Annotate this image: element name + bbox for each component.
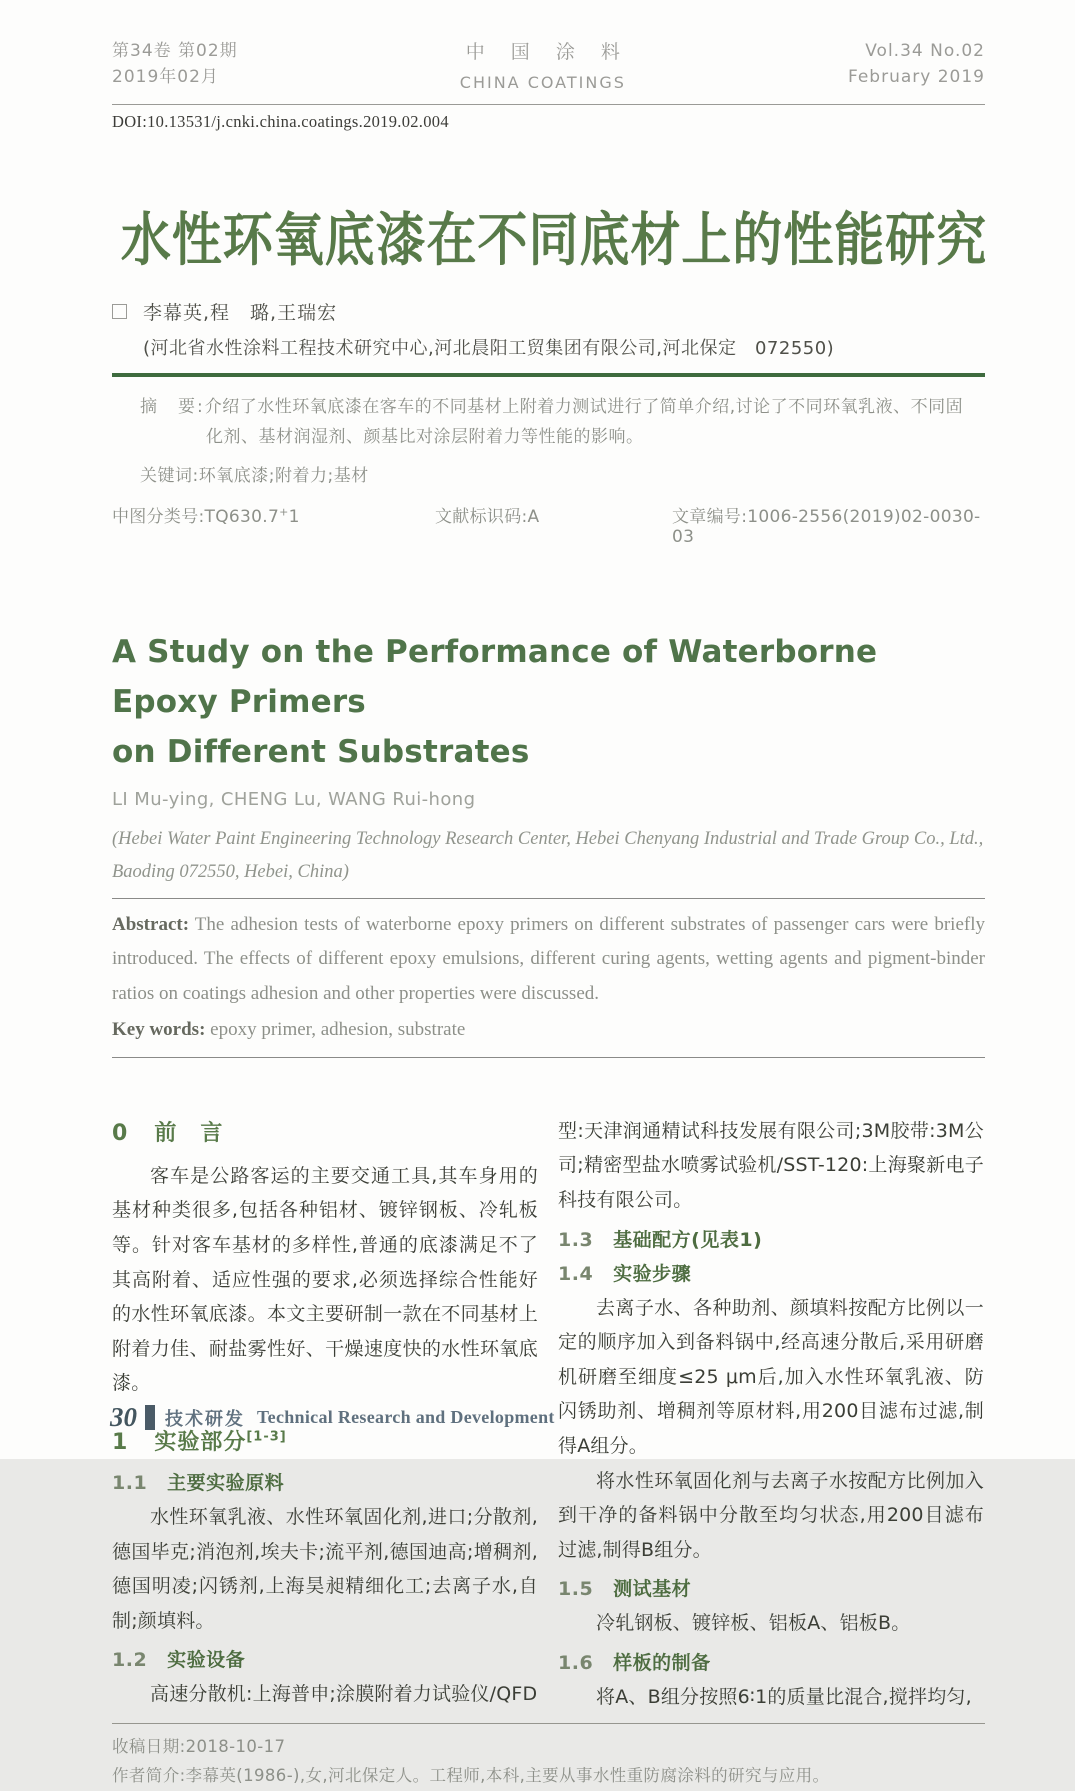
- doc-code-label: 文献标识码:: [435, 506, 528, 527]
- page-footer: [110, 1402, 555, 1433]
- abstract-bottom-divider: [112, 1057, 985, 1058]
- affiliation-en: (Hebei Water Paint Engineering Technology Research Center, Hebei Chenyang Industrial and Trade Group Co., Ltd., Baoding 072550, Hebei, China): [112, 829, 984, 882]
- title-divider: [112, 373, 985, 377]
- paragraph: 型:天津润通精试科技发展有限公司;3M胶带:3M公司;精密型盐水喷雾试验机/SST-120:上海聚新电子科技有限公司。: [558, 1119, 984, 1212]
- title-en-line1: A Study on the Performance of Waterborne Epoxy Primers: [112, 633, 878, 720]
- journal-header: [112, 38, 985, 96]
- clc-value: TQ630.7: [204, 506, 280, 527]
- article-title-en: [112, 627, 985, 778]
- abstract-label-en: Abstract:: [112, 914, 190, 936]
- abstract-top-divider: [112, 898, 985, 899]
- author-marker-icon: [112, 304, 127, 319]
- subsection-heading-1-2: [112, 1645, 538, 1672]
- keywords-text-en: epoxy primer, adhesion, substrate: [205, 1018, 466, 1040]
- received-date-value: 2018-10-17: [185, 1737, 286, 1757]
- keywords-en: [112, 1013, 985, 1047]
- subsection-heading-1-4: [558, 1259, 984, 1286]
- keywords-label-cn: 关键词:: [140, 465, 199, 486]
- received-date-label: 收稿日期:: [112, 1737, 186, 1757]
- subsection-heading-1-3: [558, 1225, 984, 1252]
- abstract-text-cn: 介绍了水性环氧底漆在客车的不同基材上附着力测试进行了简单介绍,讨论了不同环氧乳液、不同固化剂、基材润湿剂、颜基比对涂层附着力等性能的影响。: [204, 397, 964, 448]
- doc-code-value: A: [527, 506, 540, 527]
- footer-bar-icon: [145, 1405, 155, 1430]
- doi-line: DOI:10.13531/j.cnki.china.coatings.2019.02.004: [112, 112, 449, 132]
- authors-en: LI Mu-ying, CHENG Lu, WANG Rui-hong: [112, 789, 476, 811]
- journal-header-left: [112, 38, 238, 91]
- citation-superscript: [1-3]: [246, 1429, 287, 1445]
- section-number: 1: [112, 1429, 129, 1455]
- article-id-value: 1006-2556(2019)02-0030-03: [672, 506, 981, 547]
- subsection-title: 主要实验原料: [167, 1471, 285, 1494]
- section-heading-0: [112, 1116, 538, 1147]
- affiliation-cn: (河北省水性涂料工程技术研究中心,河北晨阳工贸集团有限公司,河北保定 072550): [143, 338, 835, 360]
- body-right-column: [558, 1114, 984, 1715]
- subsection-title: 实验步骤: [613, 1262, 692, 1285]
- abstract-en: [112, 908, 985, 1011]
- journal-name-cn: 中 国 涂 料: [465, 41, 630, 63]
- abstract-text-en: The adhesion tests of waterborne epoxy primers on different substrates of passenger cars were briefly introduced. The effects of different epoxy emulsions, different curing agents, wetting agents and pigment-binder ratios on coatings adhesion and other properties were discussed.: [112, 914, 985, 1004]
- journal-header-right: [848, 38, 985, 91]
- subsection-title: 实验设备: [167, 1649, 246, 1672]
- title-block: [112, 198, 988, 275]
- footnote-divider: [112, 1723, 985, 1724]
- title-en-line2: on Different Substrates: [112, 734, 530, 771]
- subsection-number: 1.2: [112, 1649, 148, 1672]
- subsection-heading-1-5: [558, 1574, 984, 1601]
- paragraph: 高速分散机:上海普申;涂膜附着力试验仪/QFD: [150, 1683, 538, 1706]
- paragraph: 水性环氧乳液、水性环氧固化剂,进口;分散剂,德国毕克;消泡剂,埃夫卡;流平剂,德国迪高;增稠剂,德国明凌;闪锈剂,上海昊昶精细化工;去离子水,自制;颜填料。: [112, 1505, 538, 1632]
- page-number: 30: [110, 1402, 137, 1432]
- keywords-text-cn: 环氧底漆;附着力;基材: [198, 465, 369, 486]
- subsection-heading-1-6: [558, 1648, 984, 1675]
- author-bio-text: 李幕英(1986-),女,河北保定人。工程师,本科,主要从事水性重防腐涂料的研究与应用。: [185, 1766, 830, 1786]
- keywords-label-en: Key words:: [112, 1018, 206, 1040]
- authors-row: [112, 298, 985, 325]
- paragraph: 冷轧钢板、镀锌板、铝板A、铝板B。: [596, 1612, 911, 1635]
- paragraph: 将水性环氧固化剂与去离子水按配方比例加入到干净的备料锅中分散至均匀状态,用200目滤布过滤,制得B组分。: [558, 1469, 984, 1561]
- date-cn: 2019年02月: [112, 67, 219, 88]
- author-bio-label: 作者简介:: [112, 1766, 186, 1786]
- subsection-number: 1.3: [558, 1228, 594, 1251]
- journal-header-center: [456, 38, 630, 96]
- paragraph: 将A、B组分按照6∶1的质量比混合,搅拌均匀,: [596, 1685, 972, 1708]
- footer-section-cn: 技术研发: [165, 1408, 245, 1430]
- abstract-cn: [140, 392, 970, 453]
- subsection-title: 样板的制备: [613, 1651, 711, 1674]
- volume-issue-cn: 第34卷 第02期: [112, 41, 238, 61]
- subsection-number: 1.6: [558, 1651, 594, 1674]
- journal-name-en: CHINA COATINGS: [459, 73, 626, 93]
- subsection-title: 测试基材: [613, 1578, 692, 1601]
- classification-row: [112, 502, 985, 547]
- clc-tail: 1: [288, 506, 300, 527]
- received-date-line: [112, 1733, 985, 1762]
- abstract-label-cn: 摘 要:: [140, 397, 205, 418]
- header-divider: [112, 104, 985, 105]
- keywords-cn: [140, 461, 985, 486]
- paragraph: 客车是公路客运的主要交通工具,其车身用的基材种类很多,包括各种铝材、镀锌钢板、冷轧板等。针对客车基材的多样性,普通的底漆满足不了其高附着、适应性强的要求,必须选择综合性能好的水性环氧底漆。本文主要研制一款在不同基材上附着力佳、耐盐雾性好、干燥速度快的水性环氧底漆。: [112, 1164, 538, 1395]
- article-id-label: 文章编号:: [672, 506, 748, 527]
- section-title: 前 言: [154, 1120, 224, 1146]
- subsection-number: 1.5: [558, 1578, 594, 1601]
- footer-section-en: Technical Research and Development: [257, 1407, 555, 1427]
- subsection-number: 1.1: [112, 1471, 148, 1494]
- section-number: 0: [112, 1120, 129, 1146]
- subsection-title: 基础配方(见表1): [613, 1228, 763, 1251]
- article-title-cn: 水性环氧底漆在不同底材上的性能研究: [120, 208, 988, 275]
- clc-label: 中图分类号:: [112, 506, 205, 527]
- clc-superscript: +: [279, 505, 289, 519]
- article-id-item: [672, 502, 985, 547]
- footnote: [112, 1733, 985, 1791]
- date-en: February 2019: [847, 67, 985, 88]
- author-bio-line: [112, 1762, 985, 1791]
- paragraph: 去离子水、各种助剂、颜填料按配方比例以一定的顺序加入到备料锅中,经高速分散后,采用研磨机研磨至细度≤25 μm后,加入水性环氧乳液、防闪锈助剂、增稠剂等原材料,用200目滤布过滤,制得A组分。: [558, 1296, 984, 1457]
- subsection-heading-1-1: [112, 1468, 538, 1495]
- authors-cn: 李幕英,程 璐,王瑞宏: [143, 302, 338, 325]
- section-title: 实验部分: [154, 1429, 247, 1455]
- subsection-number: 1.4: [558, 1262, 594, 1285]
- clc-item: [112, 502, 435, 547]
- doc-code-item: [435, 502, 672, 547]
- volume-issue-en: Vol.34 No.02: [865, 41, 985, 61]
